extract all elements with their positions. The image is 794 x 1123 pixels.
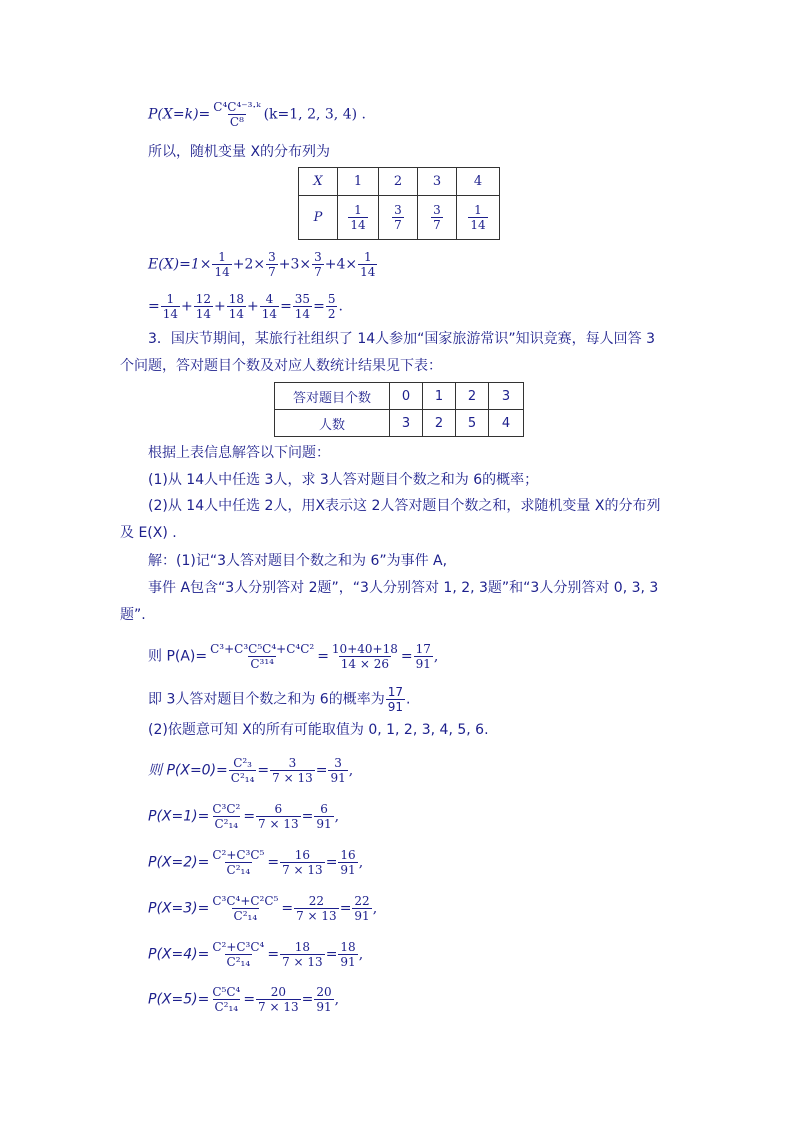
dist-p-value: $\frac{1}{14}$ <box>457 196 500 240</box>
px-row: P(X=4)= $\frac{\text{C²+C³C⁴}}{\text{C²₁₄}}$ = $\frac{18}{7 \times 13}$ = $\frac{18}{91}$ , <box>148 940 364 969</box>
solution-line-2: 事件 A包含“3人分别答对 2题”，“3人分别答对 1, 2, 3题”和“3人分别答对 0, 3, 3 <box>148 580 659 596</box>
px-row: 则 P(X=0)= $\frac{\text{C²₃}}{\text{C²₁₄}}$ = $\frac{3}{7 \times 13}$ = $\frac{3}{91}$ , <box>148 756 354 785</box>
distribution-table <box>298 167 500 240</box>
stats-col: 2 <box>456 383 489 410</box>
solution-line-1: 解：(1)记“3人答对题目个数之和为 6”为事件 A, <box>148 553 448 569</box>
stats-count: 2 <box>423 410 456 437</box>
formula-pk <box>148 100 366 129</box>
question-intro: 根据上表信息解答以下问题： <box>148 445 330 461</box>
question-2-line-1: (2)从 14人中任选 2人，用X表示这 2人答对题目个数之和，求随机变量 X的分布列 <box>148 498 661 514</box>
stats-header-people: 人数 <box>275 410 390 437</box>
px-row: P(X=3)= $\frac{\text{C³C⁴+C²C⁵}}{\text{C²₁₄}}$ = $\frac{22}{7 \times 13}$ = $\frac{22}{91}$ , <box>148 894 378 923</box>
dist-x-value: 4 <box>457 168 500 196</box>
problem3-line-1: 3．国庆节期间，某旅行社组织了 14人参加“国家旅游常识”知识竞赛，每人回答 3 <box>148 331 656 347</box>
expectation-line-1: E(X)=1× $\frac{1}{14}$ +2× $\frac{3}{7}$ +3× $\frac{3}{7}$ +4× $\frac{1}{14}$ <box>148 250 376 279</box>
dist-x-value: 2 <box>379 168 418 196</box>
solution-line-3: 题”. <box>120 607 146 623</box>
dist-x-label: X <box>299 168 338 196</box>
dist-x-value: 3 <box>418 168 457 196</box>
formula-lhs: P(X=k)= <box>148 106 211 123</box>
formula-tail: (k=1, 2, 3, 4) . <box>263 106 366 123</box>
formula-fraction: $\frac{\text{C⁴C⁴⁻³·ᵏ}}{\text{C⁸}}$ <box>213 100 261 129</box>
px-row: P(X=2)= $\frac{\text{C²+C³C⁵}}{\text{C²₁₄}}$ = $\frac{16}{7 \times 13}$ = $\frac{16}{91}$ , <box>148 848 364 877</box>
px-row: P(X=5)= $\frac{\text{C⁵C⁴}}{\text{C²₁₄}}$ = $\frac{20}{7 \times 13}$ = $\frac{20}{91}$ , <box>148 985 340 1014</box>
dist-p-value: $\frac{3}{7}$ <box>379 196 418 240</box>
problem3-line-2: 个问题，答对题目个数及对应人数统计结果见下表： <box>120 358 442 374</box>
stats-col: 1 <box>423 383 456 410</box>
x-values: (2)依题意可知 X的所有可能取值为 0, 1, 2, 3, 4, 5, 6. <box>148 722 489 738</box>
px-row: P(X=1)= $\frac{\text{C³C²}}{\text{C²₁₄}}$ = $\frac{6}{7 \times 13}$ = $\frac{6}{91}$ , <box>148 802 340 831</box>
stats-count: 4 <box>489 410 524 437</box>
dist-x-value: 1 <box>338 168 379 196</box>
dist-p-value: $\frac{1}{14}$ <box>338 196 379 240</box>
stats-count: 5 <box>456 410 489 437</box>
pa-conclusion: 即 3人答对题目个数之和为 6的概率为 $\frac{17}{91}$ . <box>148 685 411 714</box>
stats-header-count: 答对题目个数 <box>275 383 390 410</box>
dist-p-label: P <box>299 196 338 240</box>
stats-table <box>274 382 524 437</box>
dist-intro: 所以，随机变量 X的分布列为 <box>148 144 331 160</box>
stats-count: 3 <box>390 410 423 437</box>
pa-formula: 则 P(A)= $\frac{\text{C³+C³C⁵C⁴+C⁴C²}}{\text{C³¹⁴}}$ = $\frac{10+40+18}{14 \times 26}$ = $\frac{17}{91}$ , <box>148 642 439 671</box>
stats-col: 0 <box>390 383 423 410</box>
dist-p-value: $\frac{3}{7}$ <box>418 196 457 240</box>
stats-col: 3 <box>489 383 524 410</box>
question-2-line-2: 及 E(X) . <box>120 525 177 541</box>
expectation-line-2: = $\frac{1}{14}$ + $\frac{12}{14}$ + $\frac{18}{14}$ + $\frac{4}{14}$ = $\frac{35}{14}$ = $\frac{5}{2}$ . <box>148 292 343 321</box>
question-1: (1)从 14人中任选 3人，求 3人答对题目个数之和为 6的概率； <box>148 472 539 488</box>
